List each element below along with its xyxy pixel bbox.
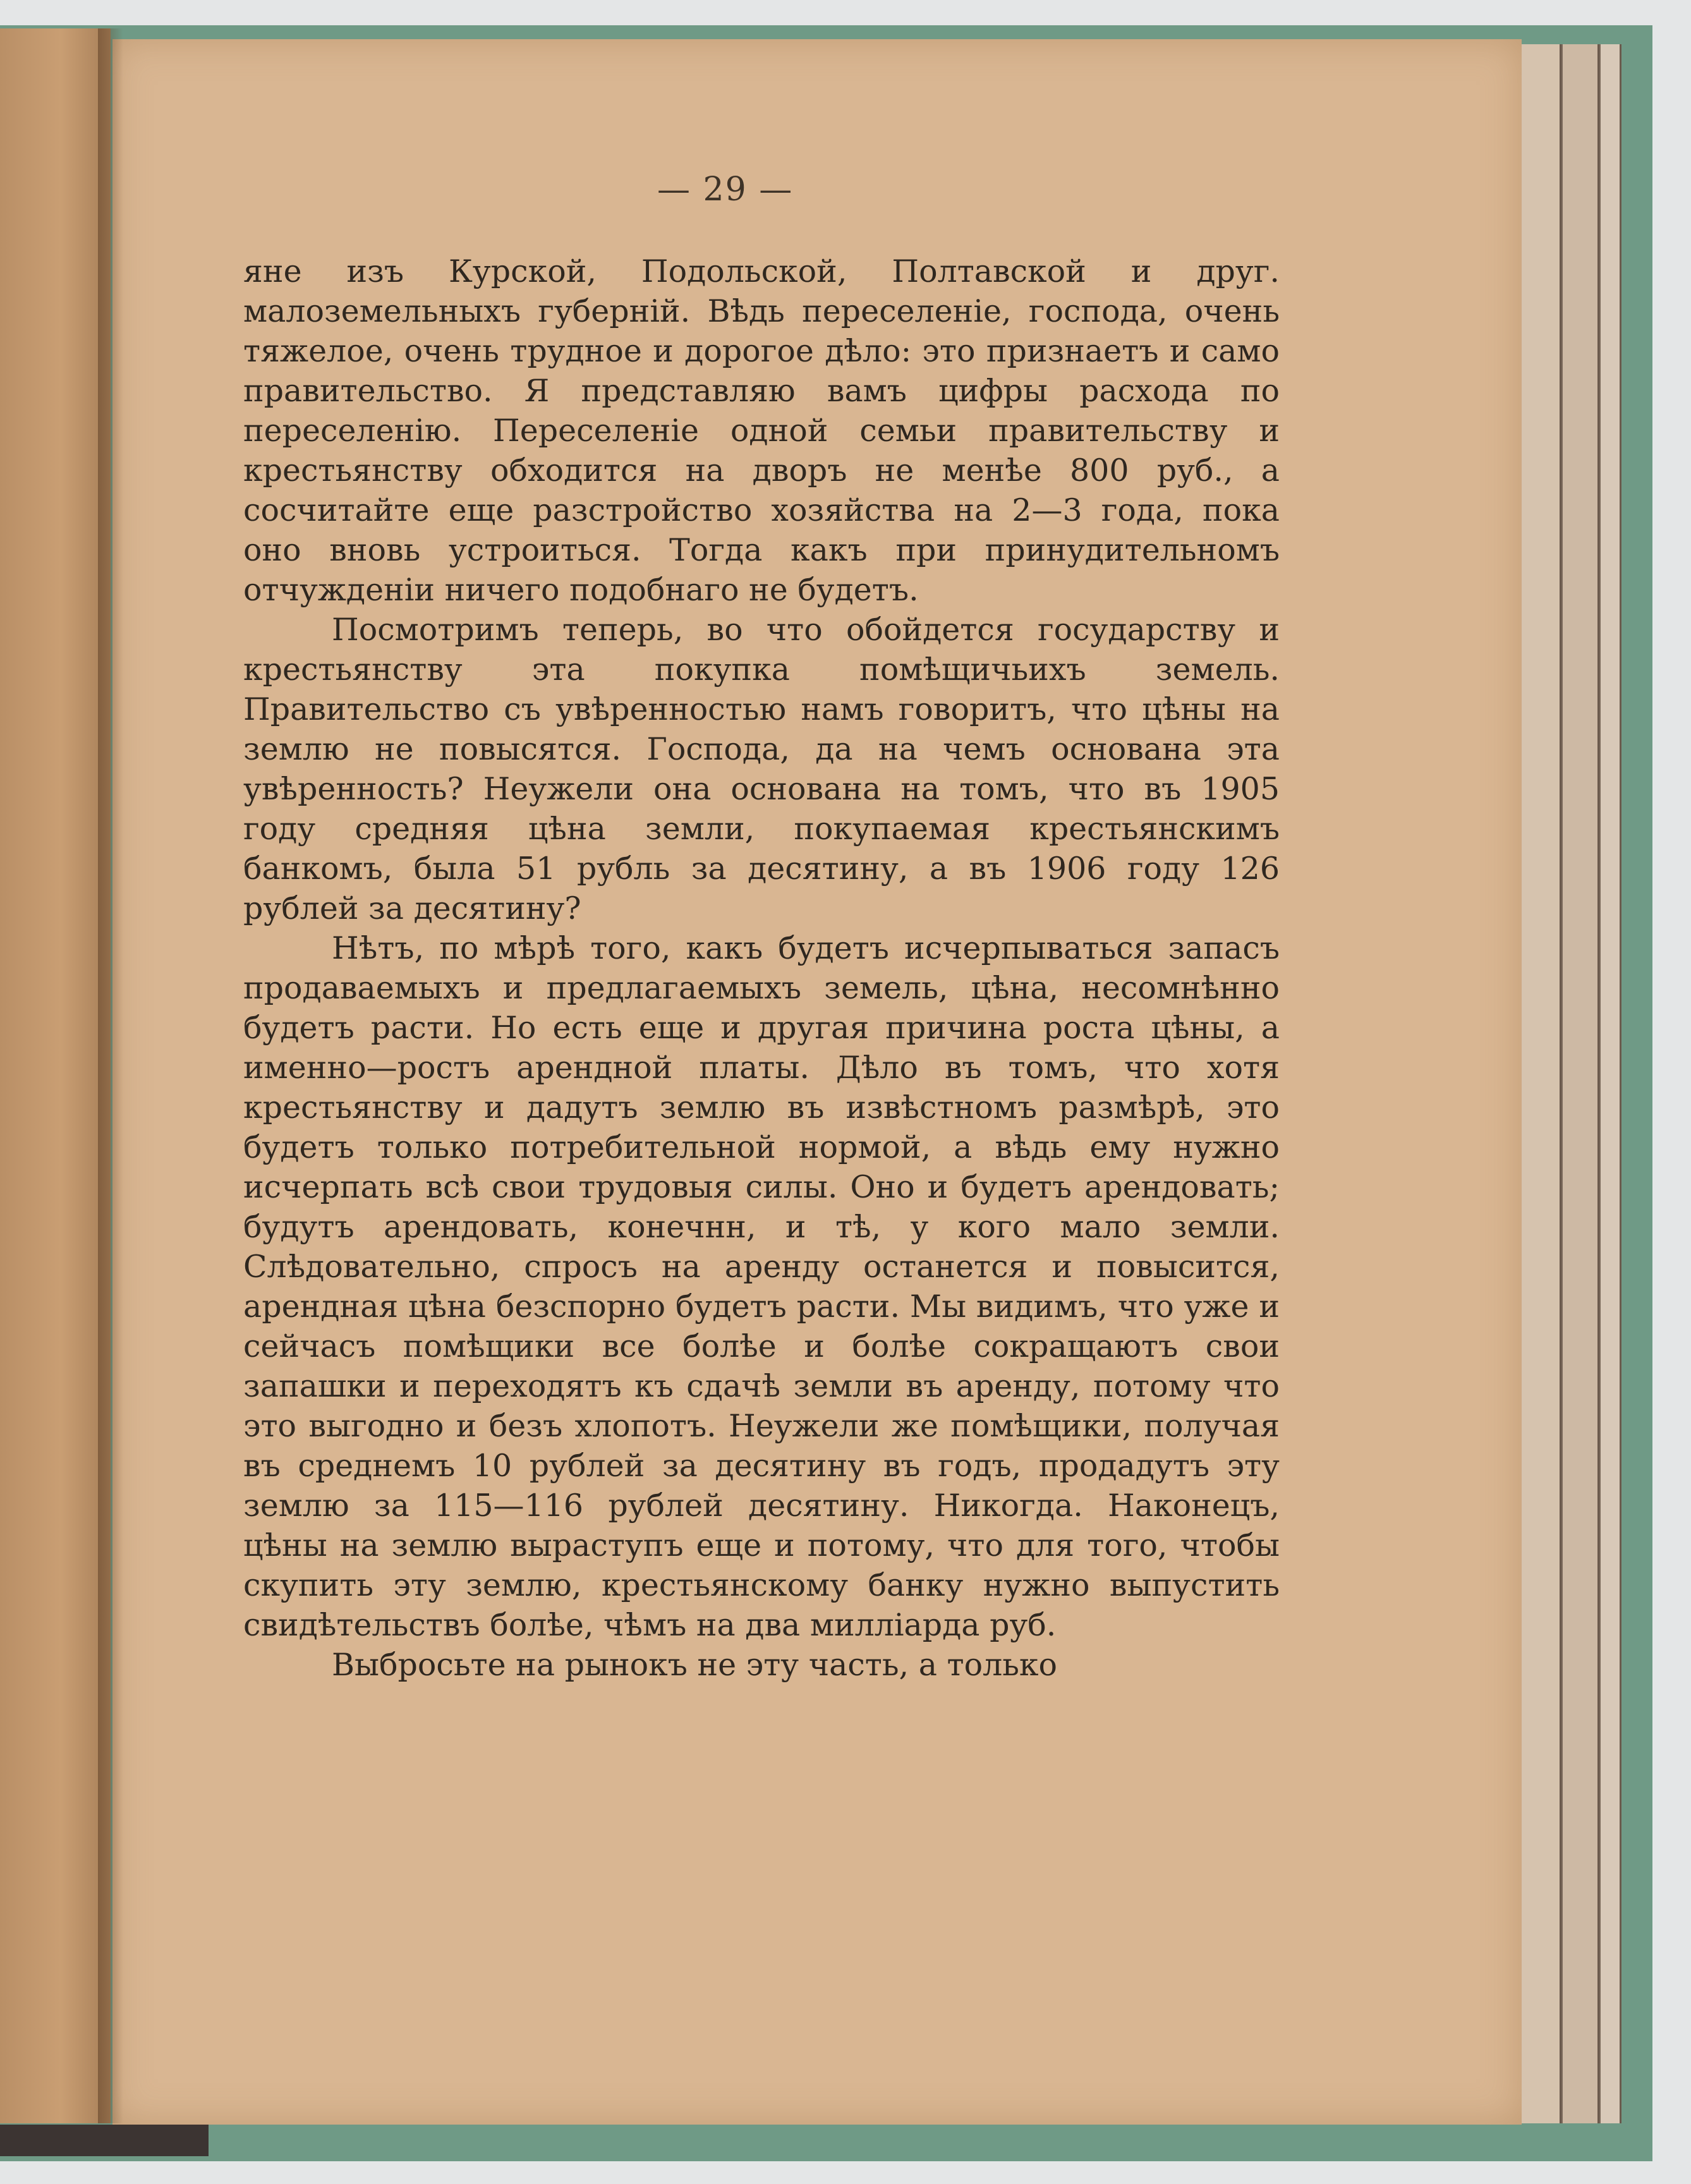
- paragraph: Нѣтъ, по мѣрѣ того, какъ будетъ исчерпываться запасъ продаваемыхъ и предлагаемыхъ земель, цѣна, несомнѣнно будетъ расти. Но есть еще и другая причина роста цѣны, а именно—ростъ арендной платы. Дѣло въ томъ, что хотя крестьянству и дадутъ землю въ извѣстномъ размѣрѣ, это будетъ только потребительной нормой, а вѣдь ему нужно исчерпать всѣ свои трудовыя силы. Оно и будетъ арендовать; будутъ арендовать, конечнн, и тѣ, у кого мало земли. Слѣдовательно, спросъ на аренду останется и повысится, арендная цѣна безспорно будетъ расти. Мы видимъ, что уже и сейчасъ помѣщики все болѣе и болѣе сокращаютъ свои запашки и переходятъ къ сдачѣ земли въ аренду, потому что это выгодно и безъ хлопотъ. Неужели же помѣщики, получая въ среднемъ 10 рублей за десятину въ годъ, продадутъ эту землю за 115—116 рублей десятину. Никогда. Наконецъ, цѣны на землю выраступъ еще и потому, что для того, чтобы скупить эту землю, крестьянскому банку нужно выпустить свидѣтельствъ болѣе, чѣмъ на два милліарда руб.: [243, 930, 1280, 1643]
- page-stack-edge: [1599, 44, 1621, 2123]
- paragraph: Посмотримъ теперь, во что обойдется государству и крестьянству эта покупка помѣщичьихъ земель. Правительство съ увѣренностью намъ говоритъ, что цѣны на землю не повысятся. Господа, да на чемъ основана эта увѣренность? Неужели она основана на томъ, что въ 1905 году средняя цѣна земли, покупаемая крестьянскимъ банкомъ, была 51 рубль за десятину, а въ 1906 году 126 рублей за десятину?: [243, 612, 1280, 926]
- page-number: — 29 —: [657, 171, 794, 209]
- page-stack-edge: [1520, 44, 1561, 2123]
- left-page-edge: [0, 28, 111, 2123]
- paragraph: яне изъ Курской, Подольской, Полтавской и друг. малоземельныхъ губерній. Вѣдь переселеніе, господа, очень тяжелое, очень трудное и дорогое дѣло: это признаетъ и само правительство. Я представляю вамъ цифры расхода по переселенію. Переселеніе одной семьи правительству и крестьянству обходится на дворъ не менѣе 800 руб., а сосчитайте еще разстройство хозяйства на 2—3 года, пока оно вновь устроиться. Тогда какъ при принудительномъ отчужденіи ничего подобнаго не будетъ.: [243, 253, 1280, 608]
- paragraph: Выбросьте на рынокъ не эту часть, а только: [332, 1647, 1058, 1683]
- page-stack-edge: [1561, 44, 1599, 2123]
- page-body: [243, 252, 1280, 1685]
- binding-strip: [0, 2125, 209, 2156]
- spine-shadow: [98, 28, 123, 2123]
